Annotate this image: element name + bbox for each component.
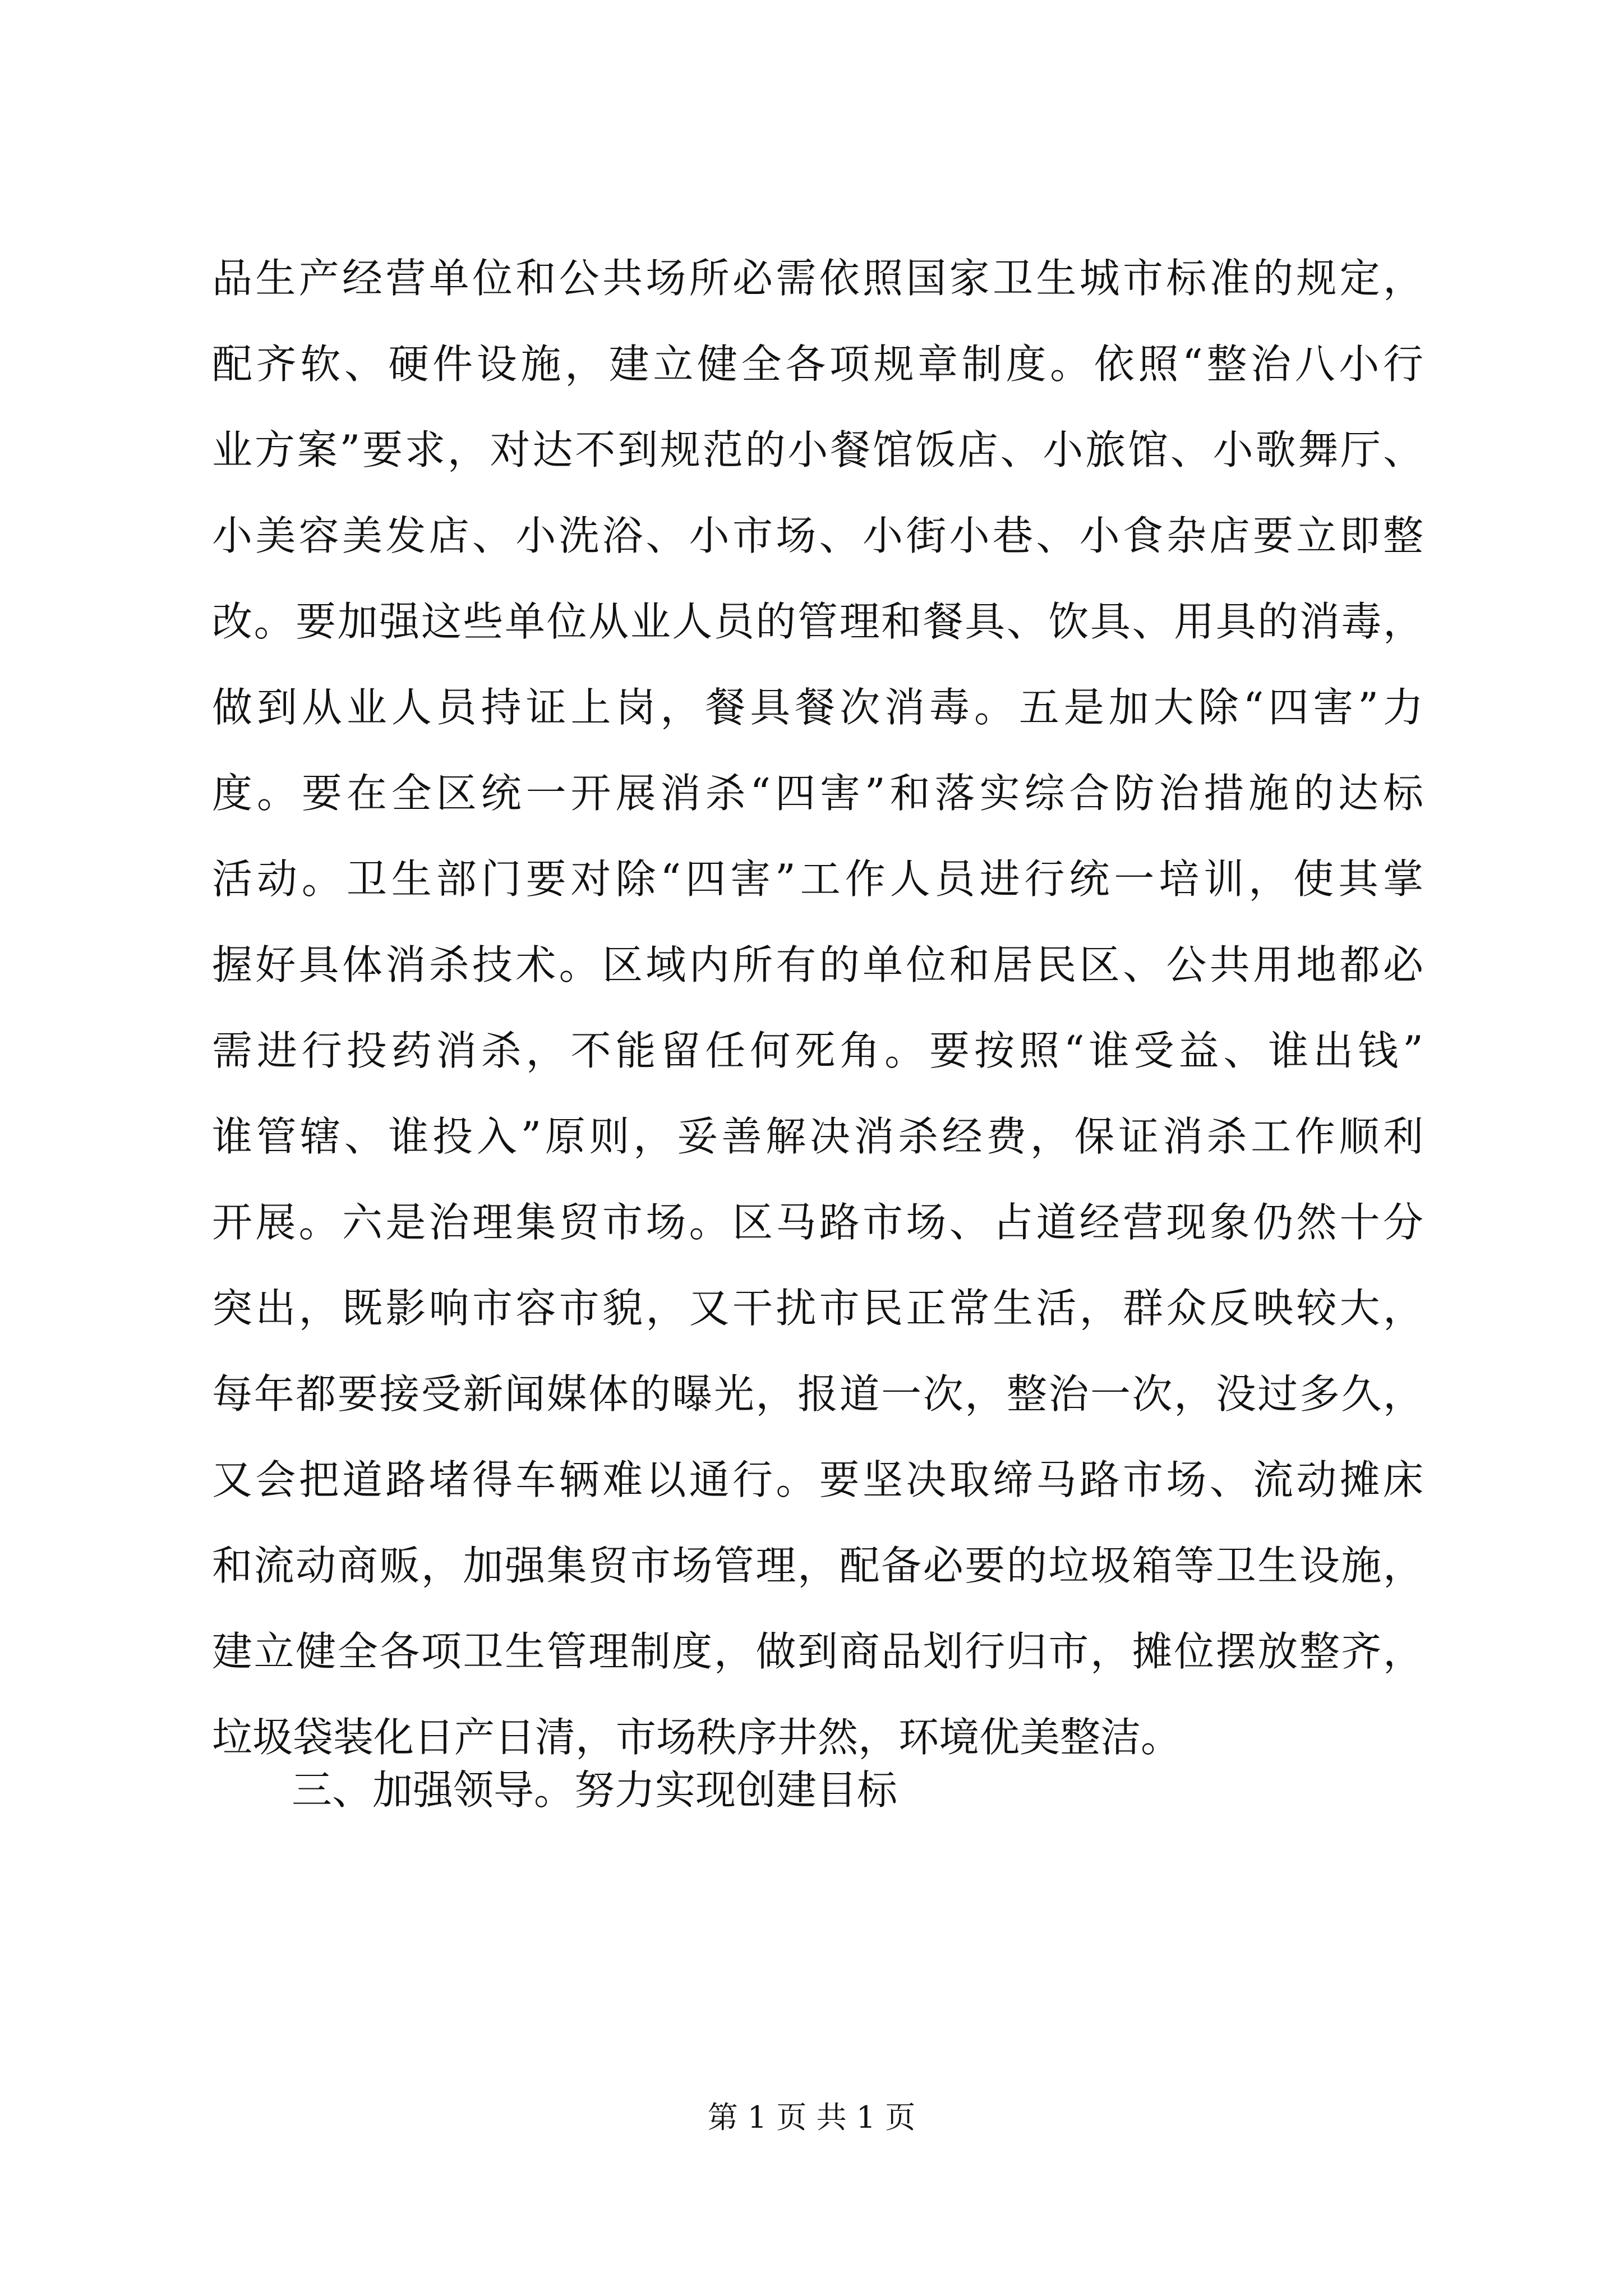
- paragraph-line: 每年都要接受新闻媒体的曝光，报道一次，整治一次，没过多久，: [212, 1370, 1423, 1418]
- paragraph-line: 谁管辖、谁投入”原则，妥善解决消杀经费，保证消杀工作顺利: [212, 1113, 1423, 1160]
- section-heading: 三、加强领导。努力实现创建目标: [292, 1766, 898, 1814]
- body-paragraph: [212, 236, 1423, 1780]
- paragraph-line: 建立健全各项卫生管理制度，做到商品划行归市，摊位摆放整齐，: [212, 1628, 1423, 1675]
- paragraph-line: 和流动商贩，加强集贸市场管理，配备必要的垃圾箱等卫生设施，: [212, 1542, 1423, 1589]
- paragraph-line: 垃圾袋装化日产日清，市场秩序井然，环境优美整洁。: [212, 1714, 1182, 1761]
- paragraph-line: 改。要加强这些单位从业人员的管理和餐具、饮具、用具的消毒，: [212, 598, 1423, 645]
- paragraph-line: 握好具体消杀技术。区域内所有的单位和居民区、公共用地都必: [212, 941, 1423, 988]
- paragraph-line: 度。要在全区统一开展消杀“四害”和落实综合防治措施的达标: [212, 770, 1423, 817]
- paragraph-line: 配齐软、硬件设施，建立健全各项规章制度。依照“整治八小行: [212, 341, 1423, 388]
- paragraph-line: 活动。卫生部门要对除“四害”工作人员进行统一培训，使其掌: [212, 855, 1423, 903]
- paragraph-line: 又会把道路堵得车辆难以通行。要坚决取缔马路市场、流动摊床: [212, 1456, 1423, 1503]
- paragraph-line: 开展。六是治理集贸市场。区马路市场、占道经营现象仍然十分: [212, 1199, 1423, 1246]
- page-footer: 第 1 页 共 1 页: [707, 2100, 916, 2135]
- paragraph-line: 小美容美发店、小洗浴、小市场、小街小巷、小食杂店要立即整: [212, 512, 1423, 559]
- paragraph-line: 突出，既影响市容市貌，又干扰市民正常生活，群众反映较大，: [212, 1285, 1423, 1332]
- paragraph-line: 业方案”要求，对达不到规范的小餐馆饭店、小旅馆、小歌舞厅、: [212, 426, 1423, 473]
- paragraph-line: 做到从业人员持证上岗，餐具餐次消毒。五是加大除“四害”力: [212, 684, 1423, 731]
- paragraph-line: 需进行投药消杀，不能留任何死角。要按照“谁受益、谁出钱”: [212, 1027, 1423, 1074]
- paragraph-line: 品生产经营单位和公共场所必需依照国家卫生城市标准的规定，: [212, 255, 1423, 302]
